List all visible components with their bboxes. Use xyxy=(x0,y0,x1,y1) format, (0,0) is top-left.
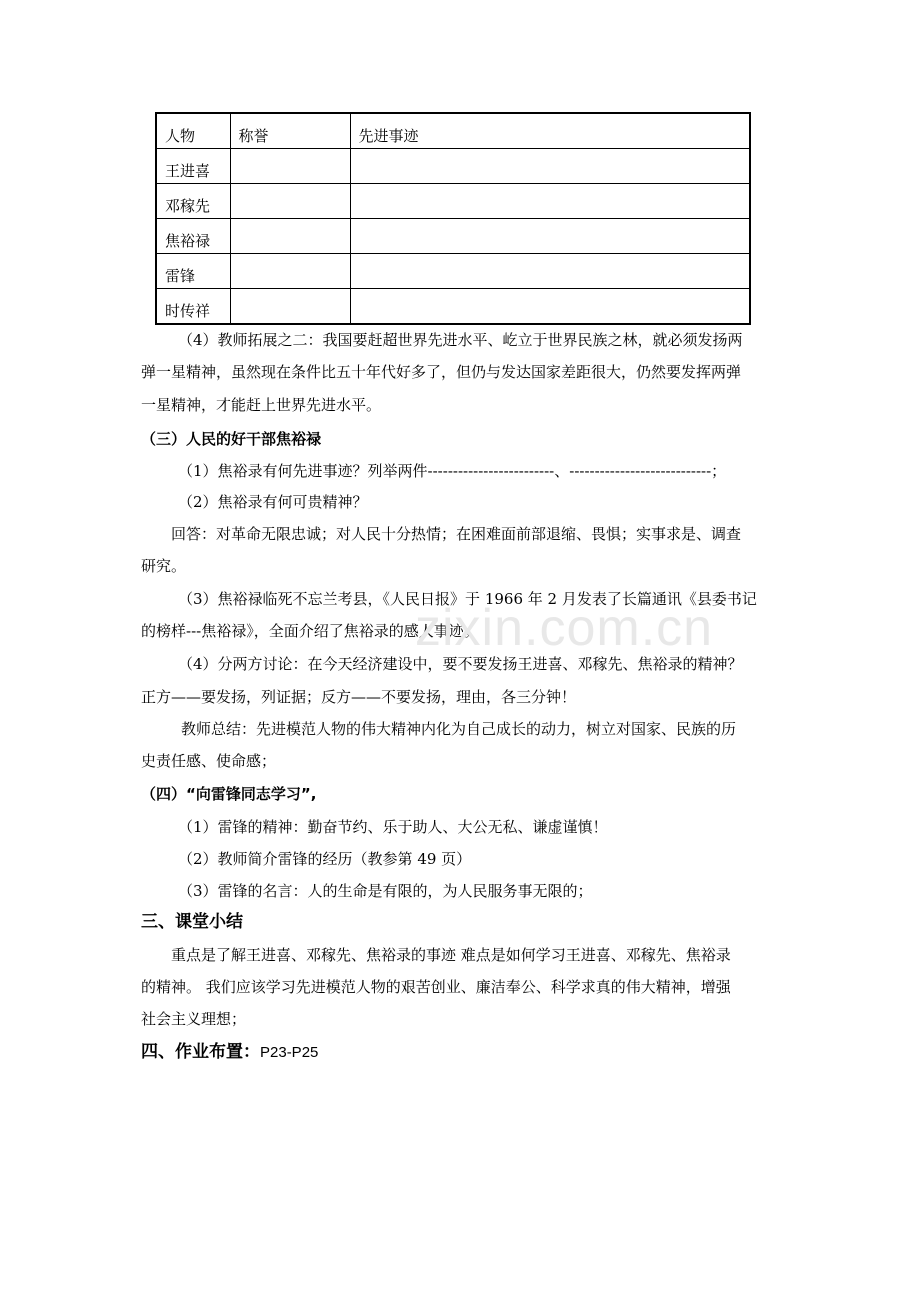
section-title: （四）“向雷锋同志学习”, xyxy=(141,785,317,803)
table-cell: 焦裕禄 xyxy=(156,219,230,254)
paragraph-line: （2）焦裕录有何可贵精神？ xyxy=(178,493,368,511)
section-title: （三）人民的好干部焦裕禄 xyxy=(141,430,322,448)
heading-summary: 三、课堂小结 xyxy=(141,912,243,932)
table-cell xyxy=(230,184,350,219)
table-cell xyxy=(350,149,750,184)
header-cell-person: 人物 xyxy=(156,113,230,149)
heroes-table xyxy=(155,112,751,325)
table-row xyxy=(156,289,750,325)
paragraph-line: 史责任感、使命感； xyxy=(141,752,277,770)
paragraph-line: 的精神。 我们应该学习先进模范人物的艰苦创业、廉洁奉公、科学求真的伟大精神，增强 xyxy=(141,978,731,996)
table-cell xyxy=(350,184,750,219)
paragraph-line: 社会主义理想； xyxy=(141,1010,247,1028)
table-row xyxy=(156,219,750,254)
table-cell: 邓稼先 xyxy=(156,184,230,219)
table-header-row xyxy=(156,113,750,149)
paragraph-line: 一星精神，才能赶上世界先进水平。 xyxy=(141,396,382,414)
table-cell xyxy=(230,219,350,254)
paragraph-line: 正方——要发扬，列证据；反方——不要发扬，理由，各三分钟！ xyxy=(141,688,577,706)
paragraph-line: 回答：对革命无限忠诚；对人民十分热情；在困难面前部退缩、畏惧；实事求是、调查 xyxy=(171,525,742,543)
table-cell xyxy=(230,254,350,289)
paragraph-line: 弹一星精神，虽然现在条件比五十年代好多了，但仍与发达国家差距很大，仍然要发挥两弹 xyxy=(141,363,742,381)
heading-homework-title: 四、作业布置： xyxy=(141,1042,260,1062)
table-cell xyxy=(350,219,750,254)
paragraph-line: （3）焦裕禄临死不忘兰考县，《人民日报》于 1966 年 2 月发表了长篇通讯《县委书记 xyxy=(178,590,757,608)
table-row xyxy=(156,149,750,184)
paragraph-line: 研究。 xyxy=(141,557,187,575)
heading-homework xyxy=(141,1041,318,1064)
paragraph-line: （4）教师拓展之二：我国要赶超世界先进水平、屹立于世界民族之林，就必须发扬两 xyxy=(178,331,743,349)
paragraph-line: （2）教师简介雷锋的经历（教参第 49 页） xyxy=(178,850,472,868)
table-cell: 时传祥 xyxy=(156,289,230,325)
table-cell xyxy=(230,149,350,184)
paragraph-line: （3）雷锋的名言：人的生命是有限的，为人民服务事无限的； xyxy=(178,882,593,900)
table-cell xyxy=(350,289,750,325)
header-cell-title: 称誉 xyxy=(230,113,350,149)
paragraph-line: （1）雷锋的精神：勤奋节约、乐于助人、大公无私、谦虚谨慎！ xyxy=(178,818,608,836)
watermark-text: zixin.com.cn xyxy=(415,599,714,657)
table-cell: 雷锋 xyxy=(156,254,230,289)
table-cell xyxy=(230,289,350,325)
paragraph-line: （1）焦裕录有何先进事迹？列举两件-------------------------、----------------------------； xyxy=(178,462,727,480)
table-row xyxy=(156,184,750,219)
table-cell: 王进喜 xyxy=(156,149,230,184)
paragraph-line: 重点是了解王进喜、邓稼先、焦裕录的事迹 难点是如何学习王进喜、邓稼先、焦裕录 xyxy=(171,946,731,964)
paragraph-line: 的榜样---焦裕禄》，全面介绍了焦裕录的感人事迹。 xyxy=(141,622,479,640)
paragraph-line: 教师总结：先进模范人物的伟大精神内化为自己成长的动力，树立对国家、民族的历 xyxy=(181,720,737,738)
homework-pages: P23-P25 xyxy=(260,1044,319,1061)
table-row xyxy=(156,254,750,289)
header-cell-deeds: 先进事迹 xyxy=(350,113,750,149)
table-cell xyxy=(350,254,750,289)
paragraph-line: （4）分两方讨论：在今天经济建设中，要不要发扬王进喜、邓稼先、焦裕录的精神？ xyxy=(178,655,743,673)
